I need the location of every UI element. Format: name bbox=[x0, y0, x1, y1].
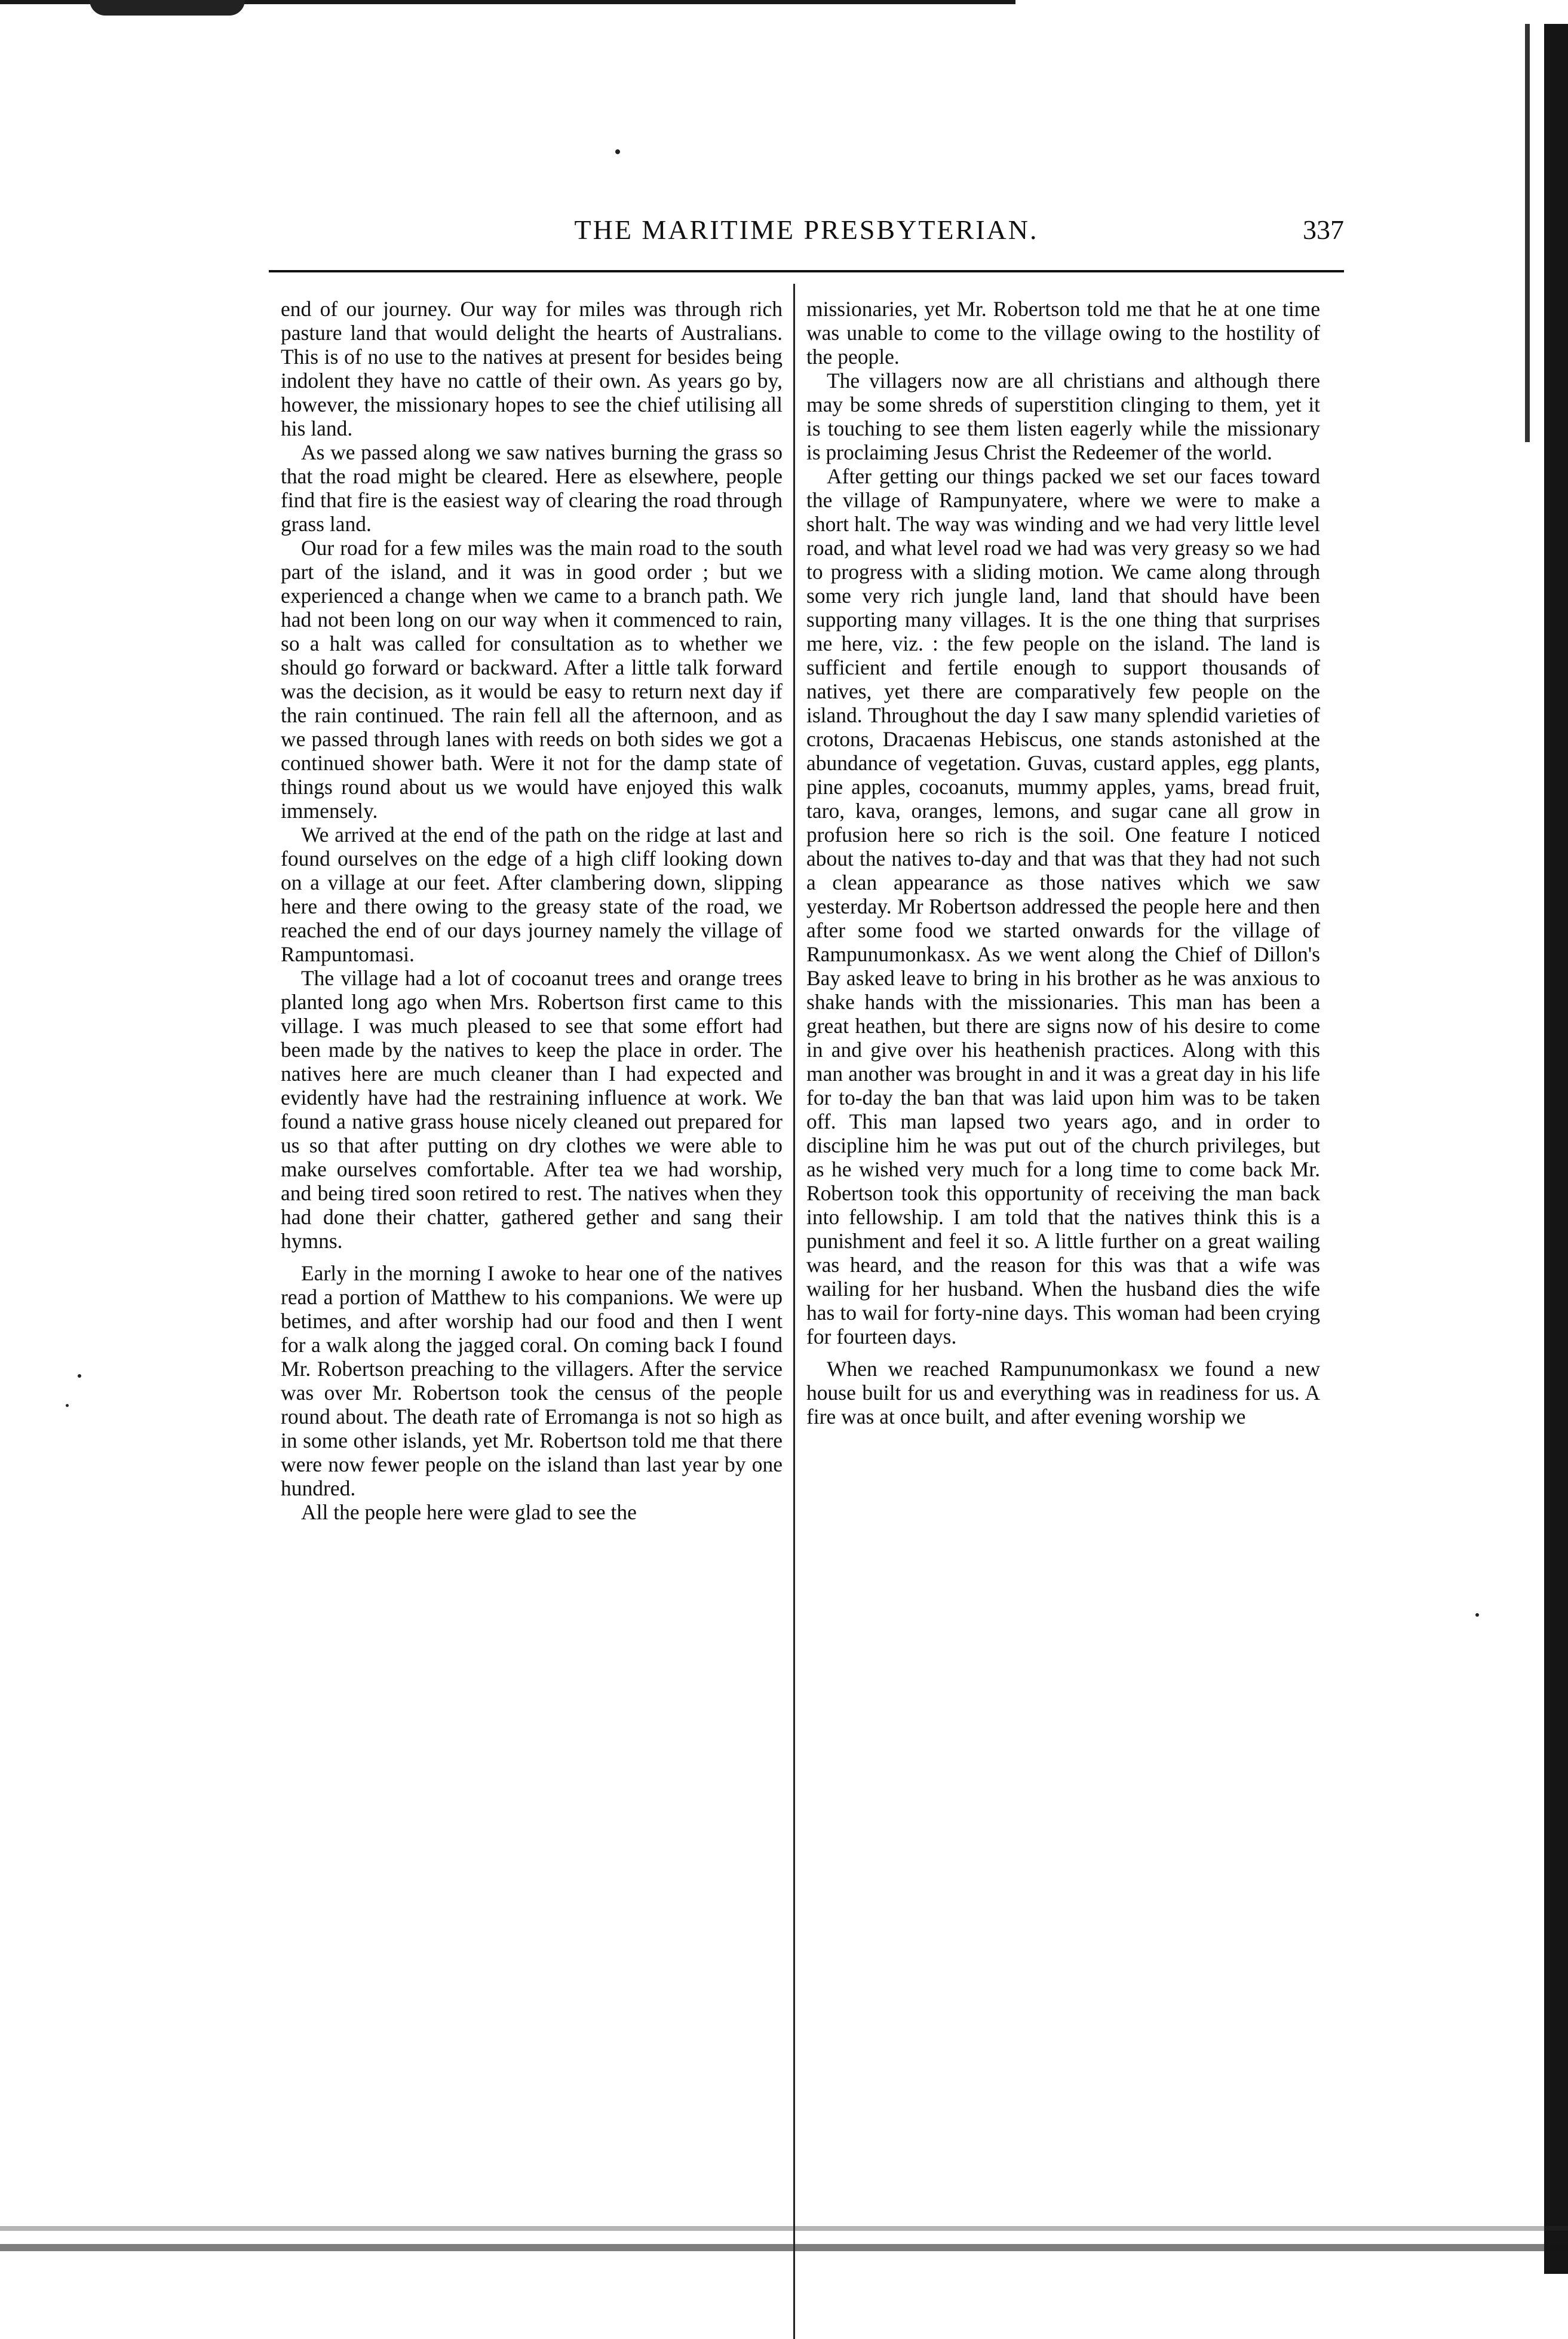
paragraph: All the people here were glad to see the bbox=[301, 1500, 637, 1524]
paragraph: We arrived at the end of the path on the ridge at last and found ourselves on the edge of a high cliff looking down on a village at our feet. After clambering down, slipping here and there owing to the greasy state of the road, we reached the end of our days journey namely the village of Rampuntomasi. bbox=[281, 823, 783, 966]
paragraph: After getting our things packed we set our faces toward the village of Rampunyatere, where we were to make a short halt. The way was winding and we had very little level road, and what level road we had was very greasy so we had to progress with a sliding motion. We came along through some very rich jungle land, land that should have been supporting many villages. It is the one thing that surprises me here, viz. : the few people on the island. The land is sufficient and fertile enough to support thousands of natives, yet there are comparatively few people on the island. Throughout the day I saw many splendid varieties of crotons, Dracaenas Hebiscus, one stands astonished at the abundance of vegetation. Guvas, custard apples, egg plants, pine apples, cocoanuts, mummy apples, yams, bread fruit, taro, kava, oranges, lemons, and sugar cane all grow in profusion here so rich is the soil. One feature I noticed about the natives to-day and that was that they had not such a clean appearance as those natives which we saw yesterday. Mr Robertson addressed the people here and then after some food we started onwards for the village of Rampunumonkasx. As we went along the Chief of Dillon's Bay asked leave to bring in his brother as he was anxious to shake hands with the missionaries. This man has been a great heathen, but there are signs now of his desire to come in and give over his heathenish practices. Along with this man another was brought in and it was a great day in his life for to-day the ban that was laid upon him was to be taken off. This man lapsed two years ago, and in order to discipline him he was put out of the church privileges, but as he wished very much for a long time to come back Mr. Robertson took this opportunity of receiving the man back into fellowship. I am told that the natives think this is a punishment and feel it so. A little further on a great wailing was heard, and the reason for this was that a wife was wailing for her husband. When the husband dies the wife has to wail for forty-nine days. This woman had been crying for fourteen days. bbox=[806, 464, 1320, 1348]
right-column bbox=[806, 297, 1320, 1428]
paragraph: The village had a lot of cocoanut trees and orange trees planted long ago when Mrs. Robertson first came to this village. I was much pleased to see that some effort had been made by the natives to keep the place in order. The natives here are much cleaner than I had expected and evidently have had the restraining influence at work. We found a native grass house nicely cleaned out prepared for us so that after putting on dry clothes we were able to make ourselves comfortable. After tea we had worship, and being tired soon retired to rest. The natives when they had done their chatter, gathered gether and sang their hymns. bbox=[281, 966, 783, 1253]
journal-title: THE MARITIME PRESBYTERIAN. bbox=[574, 214, 1039, 245]
paragraph: end of our journey. Our way for miles was through rich pasture land that would delight the hearts of Australians. This is of no use to the natives at present for besides being indolent they have no cattle of their own. As years go by, however, the missionary hopes to see the chief utilising all his land. bbox=[281, 297, 783, 440]
paragraph: missionaries, yet Mr. Robertson told me that he at one time was unable to come to the village owing to the hostility of the people. bbox=[806, 297, 1320, 369]
paragraph: When we reached Rampunumonkasx we found a new house built for us and everything was in readiness for us. A fire was at once built, and after evening worship we bbox=[806, 1357, 1320, 1428]
scan-speck bbox=[78, 1374, 81, 1378]
left-column bbox=[281, 297, 783, 1524]
scan-speck bbox=[1475, 1613, 1479, 1617]
scan-edge-bottom bbox=[0, 2202, 1568, 2274]
scan-speck bbox=[66, 1404, 69, 1407]
scan-edge-right bbox=[1532, 24, 1568, 2274]
header-rule bbox=[269, 270, 1344, 272]
column-divider bbox=[793, 284, 795, 2339]
running-header bbox=[269, 212, 1344, 254]
paragraph: As we passed along we saw natives burning the grass so that the road might be cleared. Here as elsewhere, people find that fire is the easiest way of clearing the road through grass land. bbox=[281, 440, 783, 536]
paragraph: Early in the morning I awoke to hear one of the natives read a portion of Matthew to his companions. We were up betimes, and after worship had our food and then I went for a walk along the jagged coral. On coming back I found Mr. Robertson preaching to the villagers. After the service was over Mr. Robertson took the census of the people round about. The death rate of Erromanga is not so high as in some other islands, yet Mr. Robertson told me that there were now fewer people on the island than last year by one hundred. bbox=[281, 1261, 783, 1500]
paragraph: The villagers now are all christians and although there may be some shreds of superstition clinging to them, yet it is touching to see them listen eagerly while the missionary is proclaiming Jesus Christ the Redeemer of the world. bbox=[806, 369, 1320, 464]
paragraph: Our road for a few miles was the main road to the south part of the island, and it was in good order ; but we experienced a change when we came to a branch path. We had not been long on our way when it commenced to rain, so a halt was called for consultation as to whether we should go forward or backward. After a little talk forward was the decision, as it would be easy to return next day if the rain continued. The rain fell all the afternoon, and as we passed through lanes with reeds on both sides we got a continued shower bath. Were it not for the damp state of things round about us we would have enjoyed this walk immensely. bbox=[281, 536, 783, 823]
scan-speck bbox=[615, 149, 620, 154]
scan-edge-top bbox=[0, 0, 1015, 18]
page-number: 337 bbox=[1303, 214, 1344, 245]
